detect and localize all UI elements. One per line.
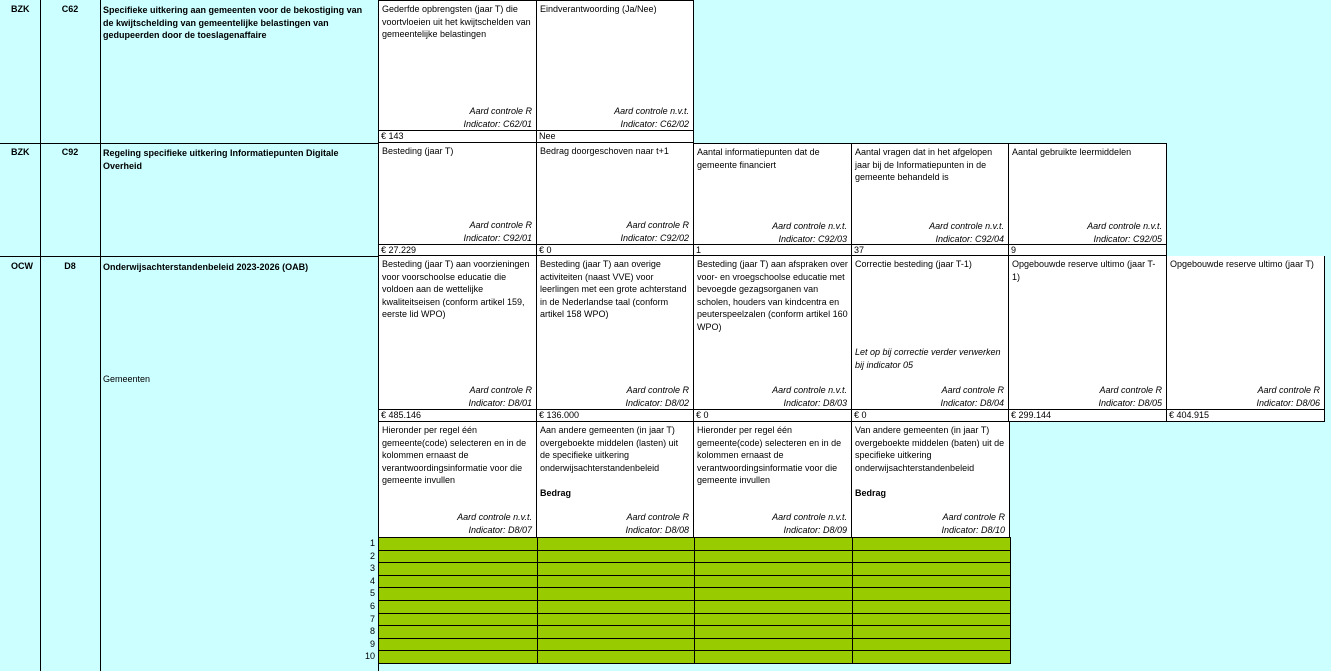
input-cell-line-9-col-7[interactable]: [378, 638, 538, 652]
indicator-cell-c62-01: [378, 0, 537, 130]
input-cell-line-3-col-8[interactable]: [537, 562, 695, 576]
value-field-c92-05[interactable]: [1009, 244, 1167, 256]
indicator-code: Indicator: C92/03: [778, 234, 847, 244]
value-field-c62-01[interactable]: [378, 130, 537, 143]
aard-controle: Aard controle R: [469, 106, 532, 116]
value-text: € 0: [696, 410, 709, 420]
indicator-cell-d8-05: [1009, 256, 1167, 409]
indicator-code: Indicator: D8/05: [1098, 398, 1162, 408]
aard-controle: Aard controle R: [626, 512, 689, 522]
indicator-header: Van andere gemeenten (in jaar T) overgeboekte middelen (baten) uit de specifieke uitkering onderwijsachterstandenbeleid: [855, 425, 1005, 473]
regulation-title: Specifieke uitkering aan gemeenten voor de bekostiging van de kwijtschelding van gemeentelijke belastingen van gedupeerden door de toeslagenaffaire: [103, 5, 363, 40]
indicator-cell-c92-04: [852, 143, 1009, 244]
input-cell-line-1-col-10[interactable]: [852, 537, 1011, 551]
ministry-label: BZK: [11, 147, 30, 157]
value-text: € 143: [381, 131, 404, 141]
indicator-header: Bedrag doorgeschoven naar t+1: [540, 146, 669, 156]
indicator-cell-d8-03: [694, 256, 852, 409]
input-cell-line-8-col-7[interactable]: [378, 625, 538, 639]
indicator-cell-c92-05: [1009, 143, 1167, 244]
indicator-code: Indicator: D8/08: [625, 525, 689, 535]
input-cell-line-3-col-9[interactable]: [694, 562, 853, 576]
input-cell-line-5-col-7[interactable]: [378, 587, 538, 601]
indicator-code: Indicator: D8/06: [1256, 398, 1320, 408]
value-text: € 299.144: [1011, 410, 1052, 420]
aard-controle: Aard controle n.v.t.: [614, 106, 689, 116]
input-cell-line-8-col-10[interactable]: [852, 625, 1011, 639]
indicator-code: Indicator: C62/02: [620, 119, 689, 129]
value-text: 37: [854, 245, 865, 255]
input-cell-line-2-col-7[interactable]: [378, 550, 538, 564]
indicator-code: Indicator: D8/01: [468, 398, 532, 408]
input-cell-line-6-col-7[interactable]: [378, 600, 538, 614]
indicator-cell-d8-10: [852, 422, 1010, 537]
grid-line: [100, 0, 101, 671]
input-cell-line-9-col-8[interactable]: [537, 638, 695, 652]
input-cell-line-10-col-8[interactable]: [537, 650, 695, 664]
input-cell-line-3-col-10[interactable]: [852, 562, 1011, 576]
value-field-c62-02[interactable]: [537, 130, 694, 143]
input-cell-line-10-col-7[interactable]: [378, 650, 538, 664]
input-cell-line-9-col-10[interactable]: [852, 638, 1011, 652]
aard-controle: Aard controle R: [626, 220, 689, 230]
indicator-header: Besteding (jaar T) aan overige activiteiten (naast VVE) voor leerlingen met een grote achterstand in de Nederlandse taal (conform artikel 158 WPO): [540, 259, 687, 319]
value-text: € 27.229: [381, 245, 417, 255]
indicator-header: Besteding (jaar T) aan voorzieningen voor voorschoolse educatie die voldoen aan de wettelijke kwaliteitseisen (conform artikel 159, eerste lid WPO): [382, 259, 530, 319]
line-number: 8: [369, 626, 375, 637]
value-text: € 136.000: [539, 410, 580, 420]
input-cell-line-6-col-10[interactable]: [852, 600, 1011, 614]
indicator-cell-d8-07: [378, 422, 537, 537]
indicator-cell-c92-01: [378, 143, 537, 244]
input-cell-line-5-col-10[interactable]: [852, 587, 1011, 601]
ministry-label: OCW: [11, 261, 33, 271]
indicator-header: Gederfde opbrengsten (jaar T) die voortvloeien uit het kwijtschelden van gemeentelijke belastingen: [382, 4, 531, 39]
value-field-c92-02[interactable]: [537, 244, 694, 256]
indicator-cell-c92-02: [537, 143, 694, 244]
indicator-header: Hieronder per regel één gemeente(code) selecteren en in de kolommen ernaast de verantwoordingsinformatie voor die gemeente invullen: [697, 425, 842, 485]
indicator-cell-c92-03: [694, 143, 852, 244]
indicator-header: Opgebouwde reserve ultimo (jaar T): [1170, 259, 1314, 269]
input-cell-line-5-col-8[interactable]: [537, 587, 695, 601]
indicator-header: Correctie besteding (jaar T-1): [855, 259, 972, 269]
value-text: 9: [1011, 245, 1017, 255]
input-cell-line-7-col-8[interactable]: [537, 613, 695, 627]
aard-controle: Aard controle n.v.t.: [457, 512, 532, 522]
input-cell-line-2-col-9[interactable]: [694, 550, 853, 564]
indicator-header: Opgebouwde reserve ultimo (jaar T-1): [1012, 259, 1156, 282]
aard-controle: Aard controle n.v.t.: [772, 385, 847, 395]
value-text: € 0: [539, 245, 552, 255]
value-field-c92-04[interactable]: [852, 244, 1009, 256]
aard-controle: Aard controle R: [469, 385, 532, 395]
value-field-d8-06[interactable]: [1167, 409, 1325, 422]
input-cell-line-9-col-9[interactable]: [694, 638, 853, 652]
indicator-code: Indicator: C92/01: [463, 233, 532, 243]
value-text: € 485.146: [381, 410, 422, 420]
indicator-header: Besteding (jaar T): [382, 146, 454, 156]
indicator-code: Indicator: D8/07: [468, 525, 532, 535]
aard-controle: Aard controle R: [469, 220, 532, 230]
indicator-code: Indicator: C92/02: [620, 233, 689, 243]
input-cell-line-1-col-9[interactable]: [694, 537, 853, 551]
input-cell-line-8-col-9[interactable]: [694, 625, 853, 639]
recipient-label: Gemeenten: [103, 374, 151, 384]
input-cell-line-1-col-8[interactable]: [537, 537, 695, 551]
aard-controle: Aard controle n.v.t.: [772, 221, 847, 231]
aard-controle: Aard controle n.v.t.: [929, 221, 1004, 231]
input-cell-line-6-col-8[interactable]: [537, 600, 695, 614]
regulation-title: Onderwijsachterstandenbeleid 2023-2026 (OAB): [103, 262, 309, 272]
input-cell-line-2-col-10[interactable]: [852, 550, 1011, 564]
input-cell-line-2-col-8[interactable]: [537, 550, 695, 564]
input-cell-line-7-col-10[interactable]: [852, 613, 1011, 627]
indicator-code: Indicator: C62/01: [463, 119, 532, 129]
indicator-header: Aantal informatiepunten dat de gemeente financiert: [697, 147, 820, 170]
ministry-label: BZK: [11, 4, 30, 14]
grid-line: [40, 0, 41, 671]
correction-note: Let op bij correctie verder verwerken bij indicator 05: [855, 347, 1001, 370]
value-field-d8-03[interactable]: [694, 409, 852, 422]
bedrag-label: Bedrag: [855, 488, 887, 498]
aard-controle: Aard controle R: [942, 512, 1005, 522]
input-cell-line-4-col-10[interactable]: [852, 575, 1011, 589]
input-cell-line-10-col-9[interactable]: [694, 650, 853, 664]
indicator-code: Indicator: D8/10: [941, 525, 1005, 535]
input-cell-line-10-col-10[interactable]: [852, 650, 1011, 664]
input-cell-line-8-col-8[interactable]: [537, 625, 695, 639]
regulation-title: Regeling specifieke uitkering Informatiepunten Digitale Overheid: [103, 148, 339, 171]
aard-controle: Aard controle n.v.t.: [1087, 221, 1162, 231]
bedrag-label: Bedrag: [540, 488, 572, 498]
value-field-d8-05[interactable]: [1009, 409, 1167, 422]
line-number: 7: [369, 613, 375, 624]
input-cell-line-7-col-7[interactable]: [378, 613, 538, 627]
indicator-header: Hieronder per regel één gemeente(code) selecteren en in de kolommen ernaast de verantwoordingsinformatie voor die gemeente invullen: [382, 425, 527, 485]
aard-controle: Aard controle R: [626, 385, 689, 395]
indicator-code: Indicator: D8/04: [940, 398, 1004, 408]
line-number: 4: [369, 575, 375, 586]
aard-controle: Aard controle n.v.t.: [772, 512, 847, 522]
indicator-cell-d8-04: [852, 256, 1009, 409]
indicator-code: Indicator: C92/05: [1093, 234, 1162, 244]
line-number: 10: [364, 651, 375, 662]
value-text: € 0: [854, 410, 867, 420]
line-number: 6: [369, 601, 375, 611]
regulation-code: C92: [61, 147, 79, 157]
value-field-c92-03[interactable]: [694, 244, 852, 256]
input-cell-line-4-col-8[interactable]: [537, 575, 695, 589]
indicator-cell-c62-02: [537, 0, 694, 130]
indicator-header: Aantal gebruikte leermiddelen: [1012, 147, 1132, 157]
indicator-header: Aantal vragen dat in het afgelopen jaar bij de Informatiepunten in de gemeente behandeld is: [855, 147, 993, 182]
line-number: 9: [369, 638, 375, 649]
value-text: Nee: [539, 131, 556, 141]
regulation-code: D8: [64, 261, 76, 271]
value-field-d8-01[interactable]: [378, 409, 537, 422]
regulation-code: C62: [61, 4, 79, 14]
indicator-code: Indicator: D8/02: [625, 398, 689, 408]
indicator-cell-d8-09: [694, 422, 852, 537]
value-field-d8-02[interactable]: [537, 409, 694, 422]
input-cell-line-4-col-9[interactable]: [694, 575, 853, 589]
indicator-code: Indicator: D8/09: [783, 525, 847, 535]
value-field-c92-01[interactable]: [378, 244, 537, 256]
indicator-cell-d8-08: [537, 422, 694, 537]
value-field-d8-04[interactable]: [852, 409, 1009, 422]
input-cell-line-3-col-7[interactable]: [378, 562, 538, 576]
input-cell-line-6-col-9[interactable]: [694, 600, 853, 614]
row-separator: [0, 256, 378, 257]
input-cell-line-1-col-7[interactable]: [378, 537, 538, 551]
aard-controle: Aard controle R: [1257, 385, 1320, 395]
aard-controle: Aard controle R: [1099, 385, 1162, 395]
indicator-cell-d8-01: [378, 256, 537, 409]
input-cell-line-4-col-7[interactable]: [378, 575, 538, 589]
indicator-code: Indicator: D8/03: [783, 398, 847, 408]
aard-controle: Aard controle R: [941, 385, 1004, 395]
indicator-header: Besteding (jaar T) aan afspraken over voor- en vroegschoolse educatie met bevoegde gezagsorganen van scholen, houders van kindcentra en peuterspeelzalen (conform artikel 160 WPO): [697, 259, 848, 332]
indicator-header: Aan andere gemeenten (in jaar T) overgeboekte middelen (lasten) uit de specifieke uitkering onderwijsachterstandenbeleid: [540, 425, 679, 473]
indicator-cell-d8-02: [537, 256, 694, 409]
input-cell-line-5-col-9[interactable]: [694, 587, 853, 601]
line-number: 1: [369, 538, 375, 548]
indicator-code: Indicator: C92/04: [935, 234, 1004, 244]
line-number: 3: [369, 563, 375, 574]
input-cell-line-7-col-9[interactable]: [694, 613, 853, 627]
row-separator: [0, 143, 378, 144]
line-number: 5: [369, 588, 375, 599]
value-text: 1: [696, 245, 702, 255]
indicator-cell-d8-06: [1167, 256, 1325, 409]
value-text: € 404.915: [1169, 410, 1210, 420]
indicator-header: Eindverantwoording (Ja/Nee): [540, 4, 657, 14]
line-number: 2: [369, 550, 375, 561]
